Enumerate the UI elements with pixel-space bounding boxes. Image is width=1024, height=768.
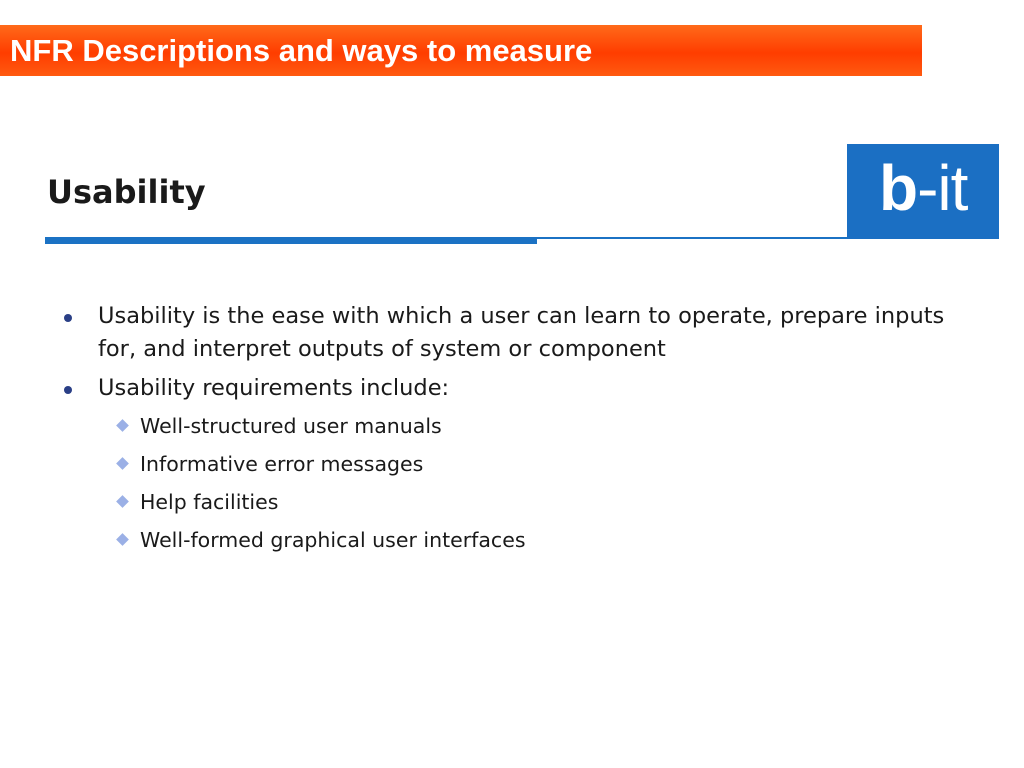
title-banner — [0, 25, 922, 76]
heading-underline-thick — [45, 237, 537, 244]
bullet-text: Usability is the ease with which a user can learn to operate, prepare inputs for, and interpret outputs of system or component — [98, 303, 945, 362]
section-heading: Usability — [47, 173, 206, 211]
sub-bullet-text: Informative error messages — [140, 452, 424, 476]
diamond-bullet-icon — [116, 419, 129, 432]
bullet-dot-icon — [64, 386, 72, 394]
sub-bullet-item — [118, 525, 960, 555]
bullet-item — [60, 372, 960, 405]
logo-text-bold: b — [879, 152, 918, 224]
heading-underline-thin — [537, 237, 849, 239]
diamond-bullet-icon — [116, 533, 129, 546]
sub-bullet-item — [118, 487, 960, 517]
sub-bullet-list — [118, 411, 960, 555]
sub-bullet-item — [118, 449, 960, 479]
sub-bullet-text: Well-structured user manuals — [140, 414, 442, 438]
bullet-text: Usability requirements include: — [98, 375, 450, 401]
logo-text — [879, 152, 967, 224]
slide-title: NFR Descriptions and ways to measure — [10, 33, 593, 68]
diamond-bullet-icon — [116, 495, 129, 508]
bullet-list — [60, 300, 960, 563]
b-it-logo — [847, 144, 999, 239]
diamond-bullet-icon — [116, 457, 129, 470]
bullet-dot-icon — [64, 314, 72, 322]
bullet-item — [60, 300, 960, 366]
sub-bullet-text: Well-formed graphical user interfaces — [140, 528, 526, 552]
logo-text-rest: -it — [917, 152, 968, 224]
sub-bullet-text: Help facilities — [140, 490, 279, 514]
sub-bullet-item — [118, 411, 960, 441]
